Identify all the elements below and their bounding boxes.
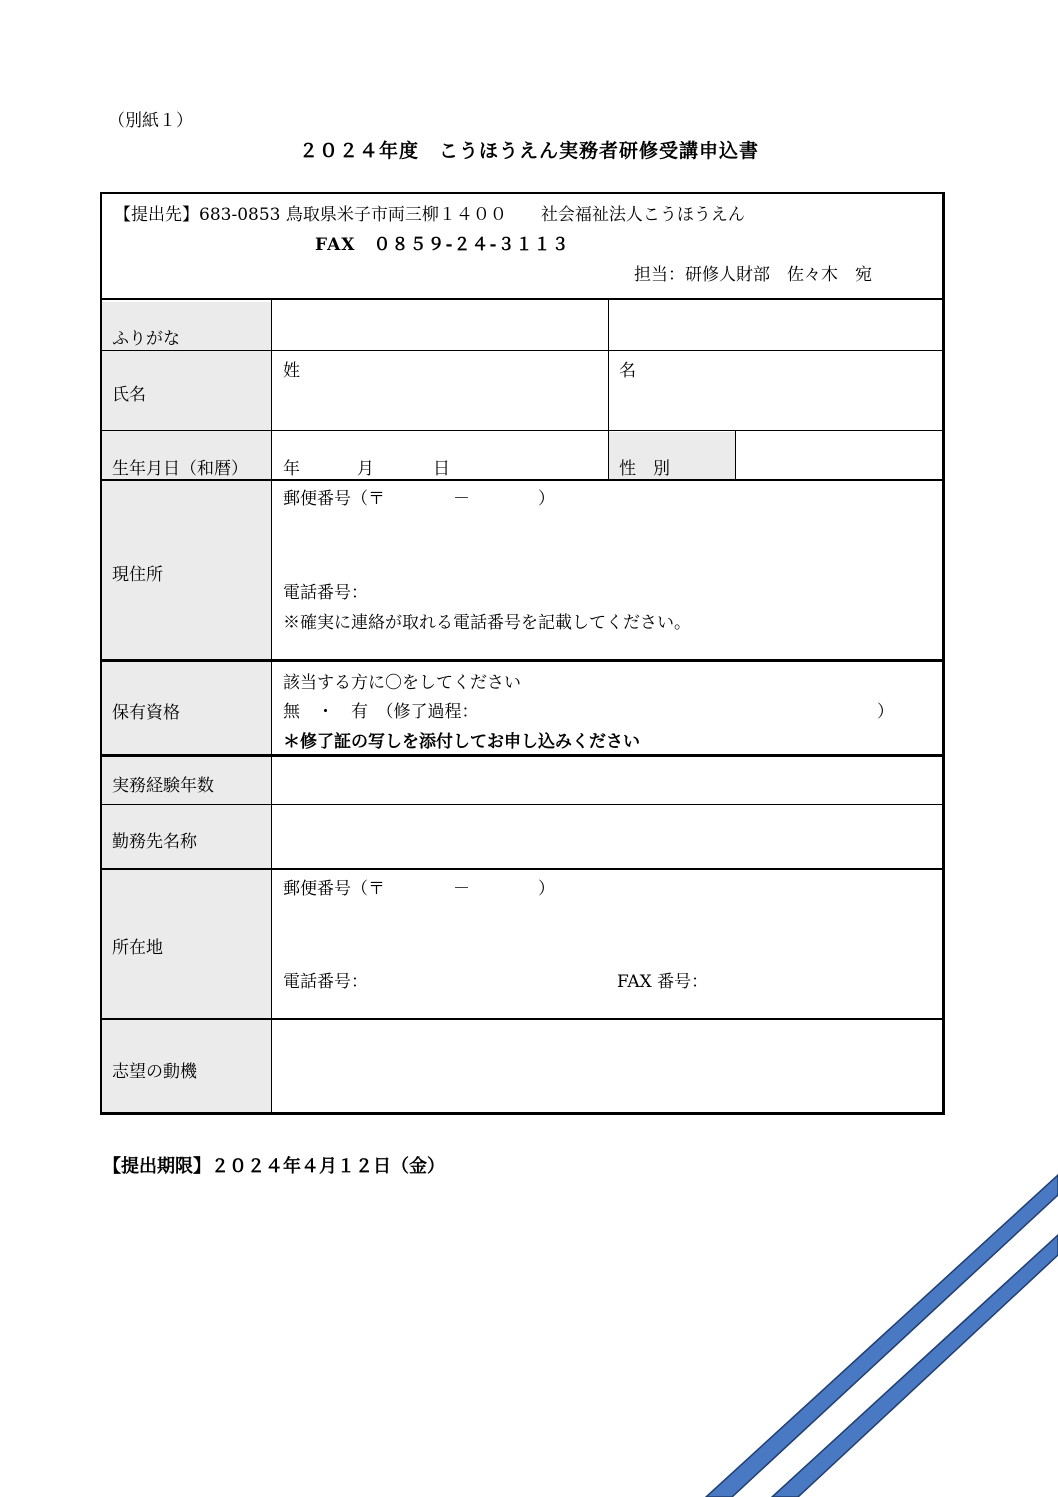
- contact-person: 担当：研修人財部 佐々木 宛: [634, 265, 872, 285]
- address-phone-label: 電話番号：: [283, 583, 368, 603]
- qualification-instruction: 該当する方に〇をしてください: [283, 673, 521, 693]
- sex-label: 性 別: [619, 459, 670, 479]
- qualification-note: ＊修了証の写しを添付してお申し込みください: [283, 732, 640, 752]
- page-title: ２０２４年度 こうほうえん実務者研修受講申込書: [298, 140, 759, 162]
- workplace-label: 勤務先名称: [112, 832, 197, 852]
- given-name-label: 名: [619, 361, 636, 381]
- address-phone-note: ※確実に連絡が取れる電話番号を記載してください。: [283, 613, 691, 633]
- fax-number: FAX ０８５９-２４-３１１３: [315, 235, 570, 255]
- birthdate-label: 生年月日（和暦）: [112, 459, 248, 479]
- experience-label: 実務経験年数: [112, 776, 214, 796]
- surname-label: 姓: [283, 361, 300, 381]
- birth-month-label: 月: [357, 459, 374, 479]
- qualification-label: 保有資格: [112, 703, 180, 723]
- birth-day-label: 日: [433, 459, 450, 479]
- location-postal-code: 郵便番号（〒 － ）: [283, 879, 555, 899]
- location-phone-label: 電話番号：: [283, 972, 368, 992]
- qualification-options[interactable]: 無 ・ 有 （修了過程：: [283, 702, 479, 722]
- birth-year-label: 年: [283, 459, 300, 479]
- furigana-label: ふりがな: [112, 329, 180, 349]
- qualification-close-paren: ）: [877, 702, 894, 722]
- stripe-lower: [772, 1235, 1058, 1497]
- address-postal-code: 郵便番号（〒 － ）: [283, 489, 555, 509]
- submit-to: 【提出先】683-0853 鳥取県米子市両三柳１４００ 社会福祉法人こうほうえん: [114, 205, 745, 225]
- name-label: 氏名: [112, 385, 146, 405]
- motivation-label: 志望の動機: [112, 1062, 197, 1082]
- submission-deadline: 【提出期限】２０２４年４月１２日（金）: [103, 1156, 445, 1177]
- annex-label: （別紙１）: [108, 111, 193, 131]
- stripe-upper: [706, 1175, 1058, 1497]
- address-label: 現住所: [112, 565, 163, 585]
- location-fax-label: FAX 番号：: [617, 972, 709, 992]
- location-label: 所在地: [112, 938, 163, 958]
